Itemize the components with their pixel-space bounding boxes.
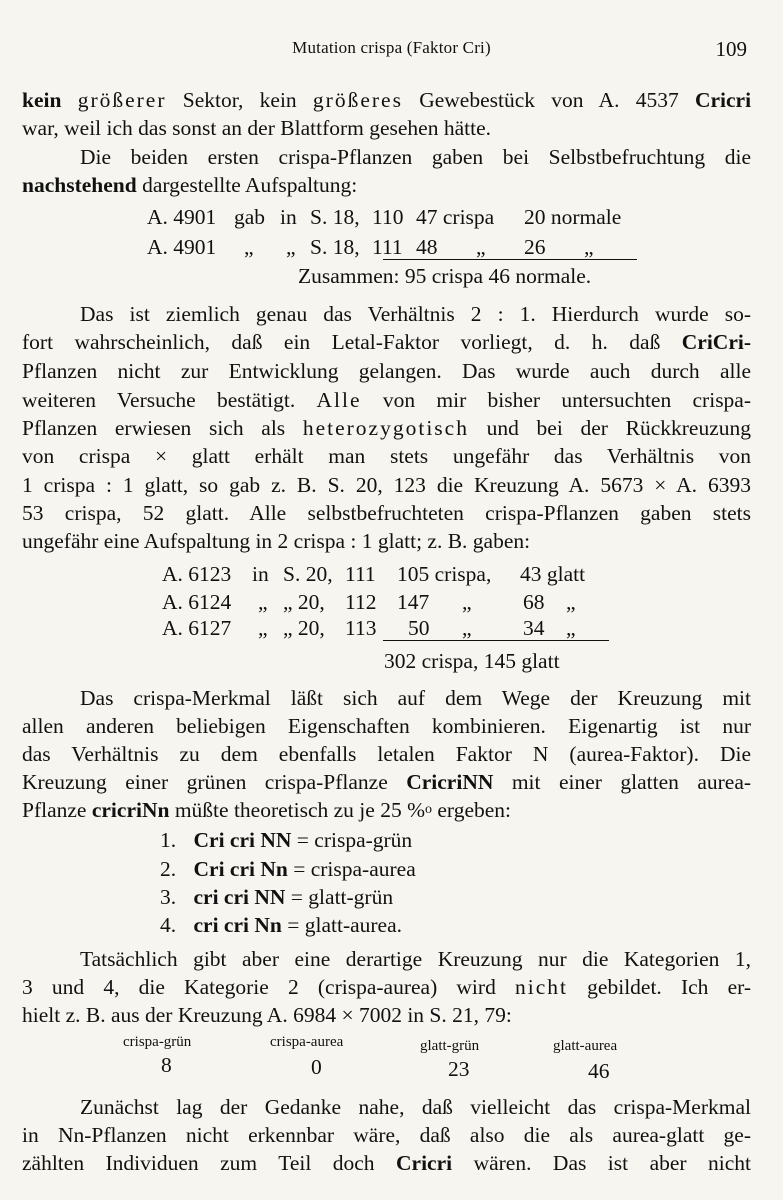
text-span: wären. Das ist aber nicht <box>473 1151 751 1175</box>
text-span: heterozygotisch <box>302 416 469 440</box>
text-line <box>22 328 751 356</box>
text-span: kein <box>22 88 62 112</box>
phenotype-label: = crispa-grün <box>296 828 413 852</box>
list-item <box>160 883 393 911</box>
text-span: müßte theoretisch zu je 25 % <box>174 798 425 822</box>
text-line <box>22 973 751 1001</box>
text-span: Sektor, kein <box>182 88 297 112</box>
genotype-code: cri cri NN <box>193 885 286 909</box>
table-cell: A. 6123 <box>162 562 232 586</box>
text-span: fort wahrscheinlich, daß ein Letal-Faktor vorliegt, d. h. daß <box>22 330 661 354</box>
sum-rule <box>383 640 609 641</box>
category-value: 8 <box>161 1053 172 1077</box>
text-span: 3 und 4, die Kategorie 2 (crispa-aurea) wird <box>22 975 496 999</box>
list-number: 1. <box>160 828 177 852</box>
text-span: größeres <box>312 88 403 112</box>
table-cell: 111 <box>345 562 376 586</box>
table-cell: 20 normale <box>524 205 622 229</box>
text-span: von mir bisher untersuchten crispa- <box>382 388 752 412</box>
text-line: in Nn-Pflanzen nicht erkennbar wäre, daß also die als aurea-glatt ge- <box>22 1123 751 1147</box>
text-span: cricriNn <box>91 798 170 822</box>
text-span: und bei der Rückkreuzung <box>486 416 751 440</box>
list-item <box>160 826 412 854</box>
list-number: 4. <box>160 913 177 937</box>
list-number: 3. <box>160 885 177 909</box>
genotype-code: Cri cri Nn <box>193 857 288 881</box>
list-item <box>160 911 402 939</box>
table-cell: gab <box>234 205 266 229</box>
category-header: crispa-aurea <box>270 1034 344 1050</box>
table-cell: S. 18, <box>310 205 360 229</box>
text-span: Alle <box>316 388 362 412</box>
table-cell: S. 18, <box>310 235 360 259</box>
text-span: CriCri- <box>681 330 752 354</box>
text-line: Zunächst lag der Gedanke nahe, daß vielleicht das crispa-Merkmal <box>80 1095 751 1119</box>
list-item <box>160 855 416 883</box>
category-value: 46 <box>588 1059 610 1083</box>
text-span: Cricri <box>694 88 752 112</box>
list-number: 2. <box>160 857 177 881</box>
table-cell: in <box>252 562 269 586</box>
table-cell: „ <box>258 590 268 614</box>
text-line <box>22 1149 751 1177</box>
sum-rule <box>383 259 637 260</box>
text-span: weiteren Versuche bestätigt. <box>22 388 296 412</box>
text-span: gebildet. Ich er- <box>587 975 752 999</box>
text-span: Pflanze <box>22 798 87 822</box>
table-cell: 112 <box>345 590 377 614</box>
category-header: glatt-aurea <box>553 1038 618 1054</box>
table-cell: 113 <box>345 616 377 640</box>
text-line: Pflanze cricriNn müßte theoretisch zu je 25 %o ergeben: <box>22 798 511 822</box>
text-line: allen anderen beliebigen Eigenschaften kombinieren. Eigenartig ist nur <box>22 714 751 738</box>
text-span: Pflanzen erwiesen sich als <box>22 416 286 440</box>
text-span: dargestellte Aufspaltung: <box>142 173 358 197</box>
text-line: ungefähr eine Aufspaltung in 2 crispa : 1 glatt; z. B. gaben: <box>22 529 531 553</box>
table-cell: in <box>280 205 297 229</box>
running-header: Mutation crispa (Faktor Cri) <box>292 38 491 57</box>
category-header: glatt-grün <box>420 1038 480 1054</box>
text-span: Gewebestück von A. 4537 <box>419 88 679 112</box>
table-cell: 34 <box>523 616 545 640</box>
text-line: Das crispa-Merkmal läßt sich auf dem Wege der Kreuzung mit <box>80 686 751 710</box>
text-span: CricriNN <box>406 770 494 794</box>
genotype-code: cri cri Nn <box>193 913 282 937</box>
text-line: das Verhältnis zu dem ebenfalls letalen Faktor N (aurea-Faktor). Die <box>22 742 751 766</box>
text-line: von crispa × glatt erhält man stets ungefähr das Verhältnis von <box>22 444 751 468</box>
category-header: crispa-grün <box>123 1034 192 1050</box>
text-span: ergeben: <box>437 798 511 822</box>
text-span: nachstehend <box>22 173 137 197</box>
table-cell: „ <box>286 235 296 259</box>
table-cell: „ <box>462 616 472 640</box>
text-span: nicht <box>515 975 568 999</box>
table-cell: „ <box>258 616 268 640</box>
text-line: Tatsächlich gibt aber eine derartige Kreuzung nur die Kategorien 1, <box>80 947 751 971</box>
text-line: 53 crispa, 52 glatt. Alle selbstbefruchteten crispa-Pflanzen gaben stets <box>22 501 751 525</box>
table-cell: 50 <box>408 616 430 640</box>
table-cell: „ 20, <box>283 616 325 640</box>
text-line <box>22 171 751 199</box>
page-number: 109 <box>715 37 747 61</box>
table-cell: 105 crispa, <box>397 562 492 586</box>
text-line: Pflanzen nicht zur Entwicklung gelangen. Das wurde auch durch alle <box>22 359 751 383</box>
category-value: 0 <box>311 1055 322 1079</box>
table-cell: „ <box>244 235 254 259</box>
table-cell: 26 <box>524 235 546 259</box>
text-line: 1 crispa : 1 glatt, so gab z. B. S. 20, 123 die Kreuzung A. 5673 × A. 6393 <box>22 473 751 497</box>
text-line <box>22 768 751 796</box>
table-cell: „ <box>584 235 594 259</box>
table-cell: A. 4901 <box>147 205 217 229</box>
phenotype-label: = glatt-grün <box>290 885 394 909</box>
table-cell: 68 <box>523 590 545 614</box>
table-cell: „ <box>566 590 576 614</box>
table-cell: „ <box>462 590 472 614</box>
text-line <box>22 86 751 114</box>
table-total: 302 crispa, 145 glatt <box>384 649 560 673</box>
text-span: größerer <box>77 88 167 112</box>
table-cell: A. 6127 <box>162 616 232 640</box>
table-cell: 147 <box>397 590 430 614</box>
text-line <box>22 386 751 414</box>
phenotype-label: = glatt-aurea. <box>287 913 403 937</box>
table-total: Zusammen: 95 crispa 46 normale. <box>298 264 592 288</box>
text-span: zählten Individuen zum Teil doch <box>22 1151 375 1175</box>
table-cell: A. 4901 <box>147 235 217 259</box>
genotype-code: Cri cri NN <box>193 828 292 852</box>
text-line: war, weil ich das sonst an der Blattform gesehen hätte. <box>22 116 492 140</box>
table-cell: S. 20, <box>283 562 333 586</box>
text-line: Die beiden ersten crispa-Pflanzen gaben bei Selbstbefruchtung die <box>80 145 751 169</box>
text-span: Cricri <box>396 1151 453 1175</box>
table-cell: 110 <box>372 205 404 229</box>
category-value: 23 <box>448 1057 470 1081</box>
table-cell: „ <box>566 616 576 640</box>
table-cell: 111 <box>372 235 403 259</box>
table-cell: „ 20, <box>283 590 325 614</box>
text-span: mit einer glatten aurea- <box>511 770 752 794</box>
table-cell: 43 glatt <box>520 562 586 586</box>
table-cell: „ <box>476 235 486 259</box>
table-cell: A. 6124 <box>162 590 232 614</box>
text-line: Das ist ziemlich genau das Verhältnis 2 : 1. Hierdurch wurde so- <box>80 302 751 326</box>
text-line: hielt z. B. aus der Kreuzung A. 6984 × 7002 in S. 21, 79: <box>22 1003 512 1027</box>
text-line <box>22 414 751 442</box>
table-cell: 47 crispa <box>416 205 495 229</box>
table-cell: 48 <box>416 235 438 259</box>
phenotype-label: = crispa-aurea <box>293 857 416 881</box>
text-span: Kreuzung einer grünen crispa-Pflanze <box>22 770 388 794</box>
